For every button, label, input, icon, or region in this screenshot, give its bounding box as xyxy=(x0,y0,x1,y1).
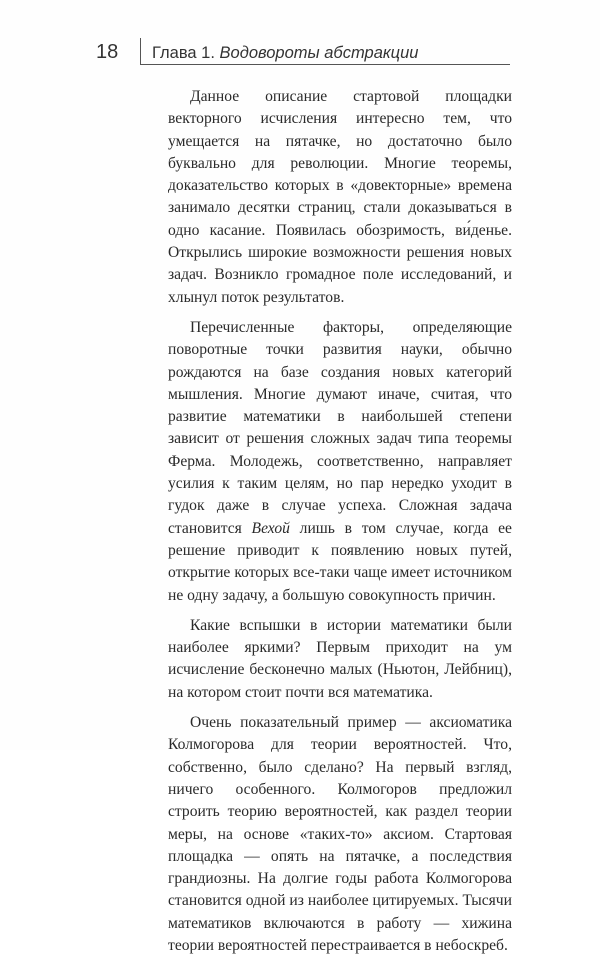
chapter-title: Водовороты абстракции xyxy=(219,44,419,62)
body-text xyxy=(168,86,512,957)
chapter-label: Глава 1. xyxy=(152,44,215,62)
paragraph-4 xyxy=(168,712,512,957)
paragraph-2 xyxy=(168,317,512,607)
paragraph-1 xyxy=(168,86,512,309)
header-horizontal-rule xyxy=(140,64,510,65)
running-head xyxy=(152,44,418,63)
page-number: 18 xyxy=(96,41,119,63)
paragraph-text: лишь в том случае, когда ее решение приводит к появлению новых путей, открытие которых все-таки чаще имеет источником не одну задачу, а большую совокупность причин. xyxy=(168,519,512,604)
paragraph-text: Очень показательный пример — аксиоматика Колмогорова для теории вероятностей. Что, собственно, было сделано? На первый взгляд, ничего особенного. Колмогоров предложил строить теорию вероятностей, как раздел теории меры, на основе «таких-то» аксиом. Стартовая площадка — опять на пятачке, а последствия грандиозны. На долгие годы работа Колмогорова становится одной из наиболее цитируемых. Тысячи математиков включаются в работу — хижина теории вероятностей перестраивается в небоскреб. xyxy=(168,714,512,954)
paragraph-3 xyxy=(168,615,512,704)
paragraph-text: Данное описание стартовой площадки векторного исчисления интересно тем, что умещается на пятачке, но достаточно было буквально для революции. Многие теоремы, доказательство которых в «довекторные» времена занимало десятки страниц, стали доказываться в одно касание. Появилась обозримость, ви́денье. Открылись широкие возможности решения новых задач. Возникло громадное поле исследований, и хлынул поток результатов. xyxy=(168,88,512,306)
page-header xyxy=(96,38,510,68)
paragraph-text: Перечисленные факторы, определяющие поворотные точки развития науки, обычно рождаются на базе создания новых категорий мышления. Многие думают иначе, считая, что развитие математики в наибольшей степени зависит от решения сложных задач типа теоремы Ферма. Молодежь, соответственно, направляет усилия к таким целям, но пар нередко уходит в гудок даже в случае успеха. Сложная задача становится xyxy=(168,318,512,537)
paragraph-text: Какие вспышки в истории математики были наиболее яркими? Первым приходит на ум исчисление бесконечно малых (Ньютон, Лейбниц), на котором стоит почти вся математика. xyxy=(168,616,512,701)
emphasized-term: Вехой xyxy=(251,519,290,537)
header-vertical-rule xyxy=(140,38,141,64)
